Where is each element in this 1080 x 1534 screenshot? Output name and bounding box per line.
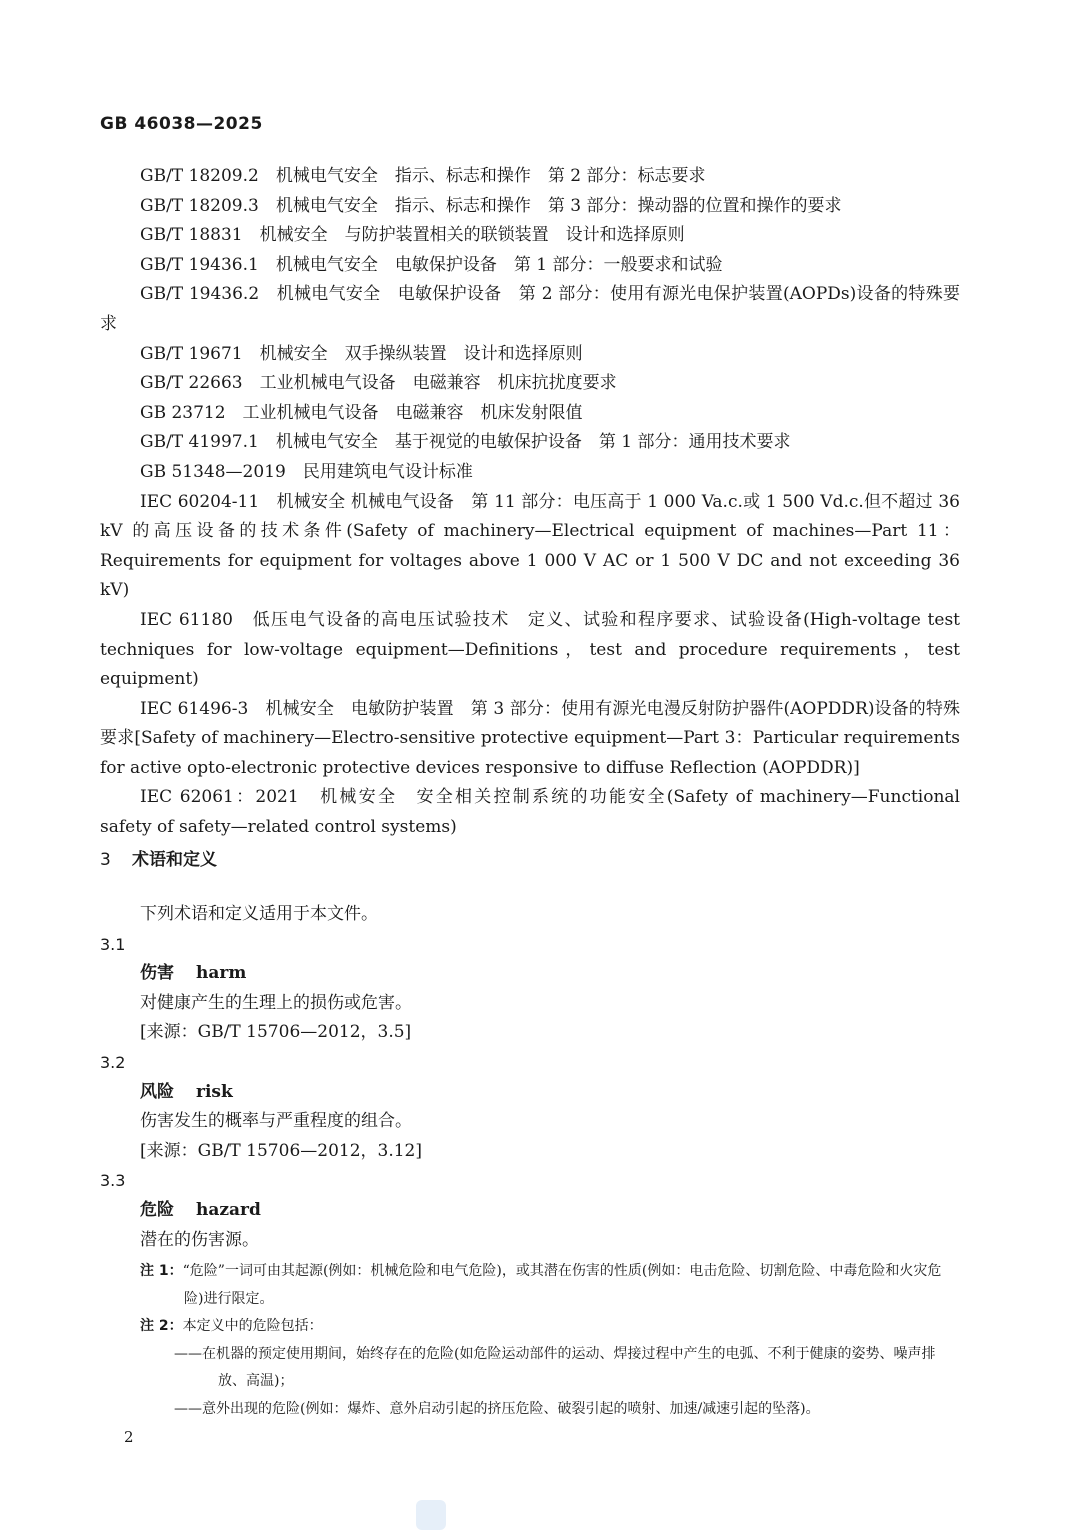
- reference-item: IEC 60204-11 机械安全 机械电气设备 第 11 部分：电压高于 1 000 Va.c.或 1 500 Vd.c.但不超过 36 kV 的高压设备的技术条件(Safety of machinery—Electrical equipment of machines—Part 11：Requirements for equipment for voltages above 1 000 V AC or 1 500 V DC and not exceeding 36 kV): [100, 491, 960, 601]
- notes: [140, 1258, 960, 1423]
- term-number: 3.1: [100, 934, 126, 954]
- note-label: 注 1：: [140, 1263, 183, 1279]
- reference-item: IEC 62061：2021 机械安全 安全相关控制系统的功能安全(Safety of machinery—Functional safety of safety—related control systems): [100, 787, 960, 838]
- reference-item: GB/T 19436.1 机械电气安全 电敏保护设备 第 1 部分：一般要求和试验: [140, 254, 723, 275]
- section-title: 术语和定义: [132, 850, 217, 870]
- note-2: [140, 1313, 960, 1341]
- term-definition: 潜在的伤害源。: [140, 1229, 259, 1250]
- reference-item: GB 23712 工业机械电气设备 电磁兼容 机床发射限值: [140, 402, 583, 423]
- term-number: 3.3: [100, 1171, 126, 1191]
- term-en: hazard: [196, 1199, 261, 1220]
- term-name: [100, 959, 960, 989]
- note-text: 本定义中的危险包括：: [182, 1318, 323, 1334]
- reference-item: GB/T 41997.1 机械电气安全 基于视觉的电敏保护设备 第 1 部分：通用技术要求: [140, 432, 791, 453]
- list-item: ——在机器的预定使用期间，始终存在的危险(如危险运动部件的运动、焊接过程中产生的电弧、不利于健康的姿势、噪声排放、高温)；: [174, 1345, 936, 1389]
- term-zh: 伤害: [140, 963, 174, 984]
- term-name: [100, 1078, 960, 1108]
- reference-item: GB/T 22663 工业机械电气设备 电磁兼容 机床抗扰度要求: [140, 373, 617, 394]
- term-source: [来源：GB/T 15706—2012，3.12]: [140, 1140, 423, 1161]
- term-zh: 风险: [140, 1081, 174, 1102]
- section-intro: 下列术语和定义适用于本文件。: [140, 904, 378, 924]
- term-definition: 伤害发生的概率与严重程度的组合。: [140, 1111, 412, 1132]
- watermark-logo: [416, 1500, 446, 1530]
- term-en: risk: [196, 1081, 233, 1102]
- term-definition: 对健康产生的生理上的损伤或危害。: [140, 992, 412, 1013]
- term-en: harm: [196, 963, 247, 984]
- term-name: [100, 1196, 960, 1226]
- term-zh: 危险: [140, 1199, 174, 1220]
- section-heading: [100, 845, 217, 870]
- reference-item: GB/T 19436.2 机械电气安全 电敏保护设备 第 2 部分：使用有源光电保护装置(AOPDs)设备的特殊要求: [100, 284, 960, 334]
- reference-item: IEC 61180 低压电气设备的高电压试验技术 定义、试验和程序要求、试验设备(High-voltage test techniques for low-voltage equipment—Definitions，test and procedure requirements，test equipment): [100, 609, 960, 690]
- section-number: 3: [100, 850, 111, 870]
- page-number: 2: [124, 1428, 134, 1446]
- note-label: 注 2：: [140, 1318, 183, 1334]
- reference-item: GB/T 18209.2 机械电气安全 指示、标志和操作 第 2 部分：标志要求: [140, 166, 706, 186]
- term-source: [来源：GB/T 15706—2012，3.5]: [140, 1022, 412, 1043]
- note-text: “危险”一词可由其起源(例如：机械危险和电气危险)，或其潜在伤害的性质(例如：电击危险、切割危险、中毒危险和火灾危险)进行限定。: [182, 1263, 942, 1307]
- standard-code: GB 46038—2025: [100, 114, 263, 134]
- reference-item: GB/T 18209.3 机械电气安全 指示、标志和操作 第 3 部分：操动器的位置和操作的要求: [140, 195, 842, 216]
- reference-item: IEC 61496-3 机械安全 电敏防护装置 第 3 部分：使用有源光电漫反射防护器件(AOPDDR)设备的特殊要求[Safety of machinery—Electro-sensitive protective equipment—Part 3：Particular requirements for active opto-electronic protective devices responsive to diffuse Reflection (AOPDDR)]: [100, 698, 960, 778]
- terms-list: [100, 900, 960, 1255]
- reference-item: GB/T 18831 机械安全 与防护装置相关的联锁装置 设计和选择原则: [140, 225, 685, 246]
- list-item: ——意外出现的危险(例如：爆炸、意外启动引起的挤压危险、破裂引起的喷射、加速/减速引起的坠落)。: [174, 1400, 820, 1417]
- normative-references: [100, 162, 960, 843]
- term-number: 3.2: [100, 1052, 126, 1072]
- note-1: [140, 1258, 960, 1313]
- reference-item: GB/T 19671 机械安全 双手操纵装置 设计和选择原则: [140, 343, 583, 364]
- reference-item: GB 51348—2019 民用建筑电气设计标准: [140, 461, 473, 482]
